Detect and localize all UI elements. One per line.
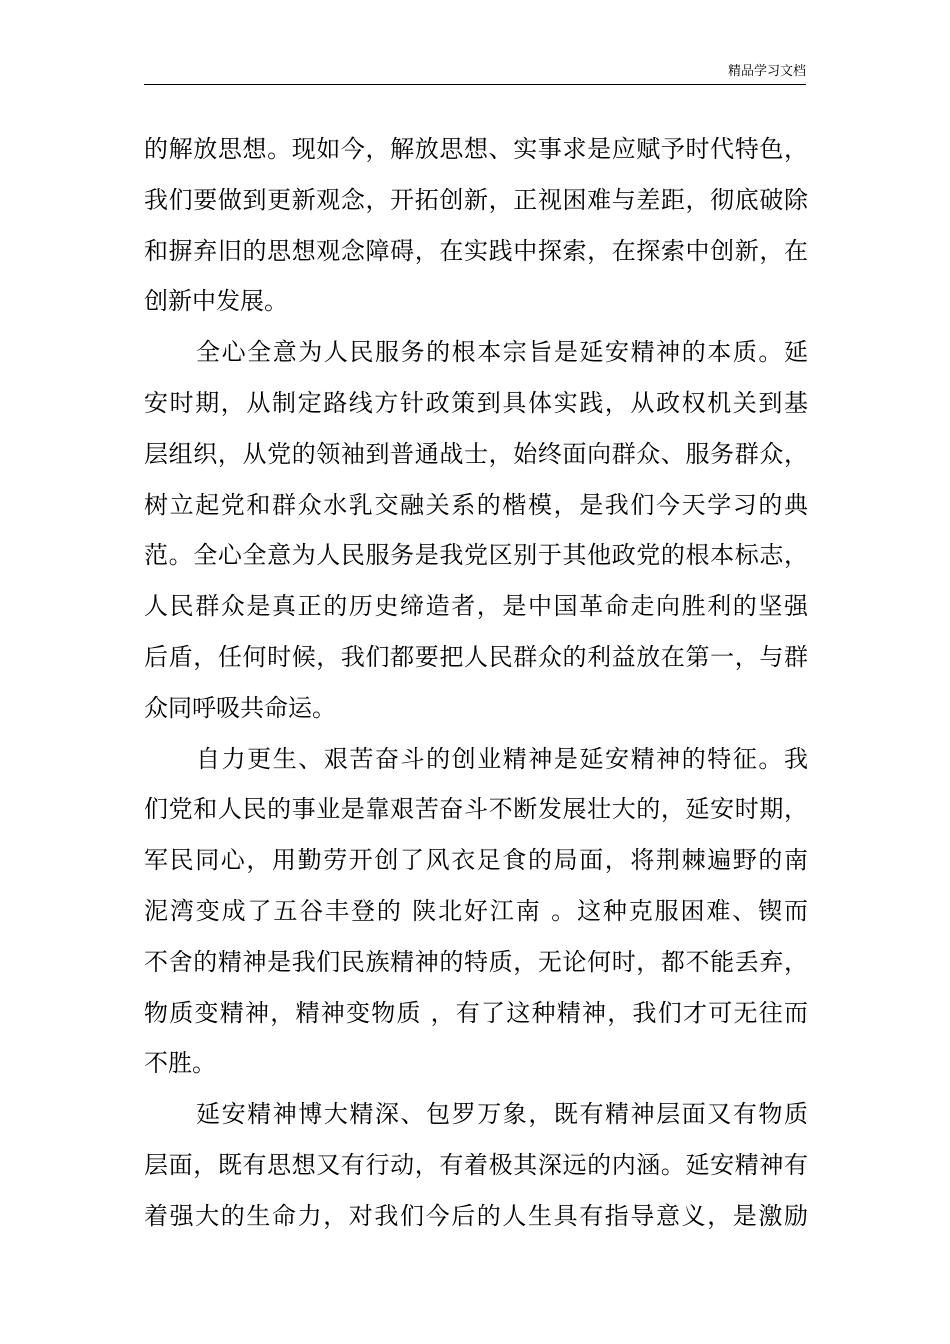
page-header (144, 56, 806, 85)
text-line: 层组织，从党的领袖到普通战士，始终面向群众、服务群众， (144, 439, 808, 468)
text-line: 全心全意为人民服务的根本宗旨是延安精神的本质。延 (196, 338, 808, 367)
text-line: 物质变精神，精神变物质 ，有了这种精神，我们才可无往而 (144, 998, 808, 1027)
text-line: 着强大的生命力，对我们今后的人生具有指导意义，是激励 (144, 1201, 808, 1230)
document-body (144, 124, 808, 1242)
text-line: 人民群众是真正的历史缔造者，是中国革命走向胜利的坚强 (144, 592, 808, 621)
text-line: 不舍的精神是我们民族精神的特质，无论何时，都不能丢弃， (144, 947, 808, 976)
text-line: 泥湾变成了五谷丰登的 陕北好江南 。这种克服困难、锲而 (144, 896, 808, 925)
text-line: 我们要做到更新观念，开拓创新，正视困难与差距，彻底破除 (144, 185, 808, 214)
text-line: 树立起党和群众水乳交融关系的楷模，是我们今天学习的典 (144, 490, 808, 519)
text-line: 安时期，从制定路线方针政策到具体实践，从政权机关到基 (144, 388, 808, 417)
text-line: 范。全心全意为人民服务是我党区别于其他政党的根本标志， (144, 541, 808, 570)
text-line: 军民同心，用勤劳开创了风衣足食的局面，将荆棘遍野的南 (144, 846, 808, 875)
text-line: 的解放思想。现如今，解放思想、实事求是应赋予时代特色， (144, 135, 808, 163)
text-line: 层面，既有思想又有行动，有着极其深远的内涵。延安精神有 (144, 1150, 808, 1179)
text-line: 众同呼吸共命运。 (144, 693, 336, 722)
text-line: 自力更生、艰苦奋斗的创业精神是延安精神的特征。我 (196, 744, 808, 773)
text-line: 延安精神博大精深、包罗万象，既有精神层面又有物质 (196, 1100, 808, 1129)
text-line: 创新中发展。 (144, 287, 288, 316)
header-label: 精品学习文档 (727, 64, 806, 79)
text-line: 不胜。 (144, 1049, 216, 1078)
text-line: 们党和人民的事业是靠艰苦奋斗不断发展壮大的，延安时期， (144, 795, 808, 824)
text-line: 和摒弃旧的思想观念障碍，在实践中探索，在探索中创新，在 (144, 236, 808, 265)
text-line: 后盾，任何时候，我们都要把人民群众的利益放在第一，与群 (144, 642, 808, 671)
